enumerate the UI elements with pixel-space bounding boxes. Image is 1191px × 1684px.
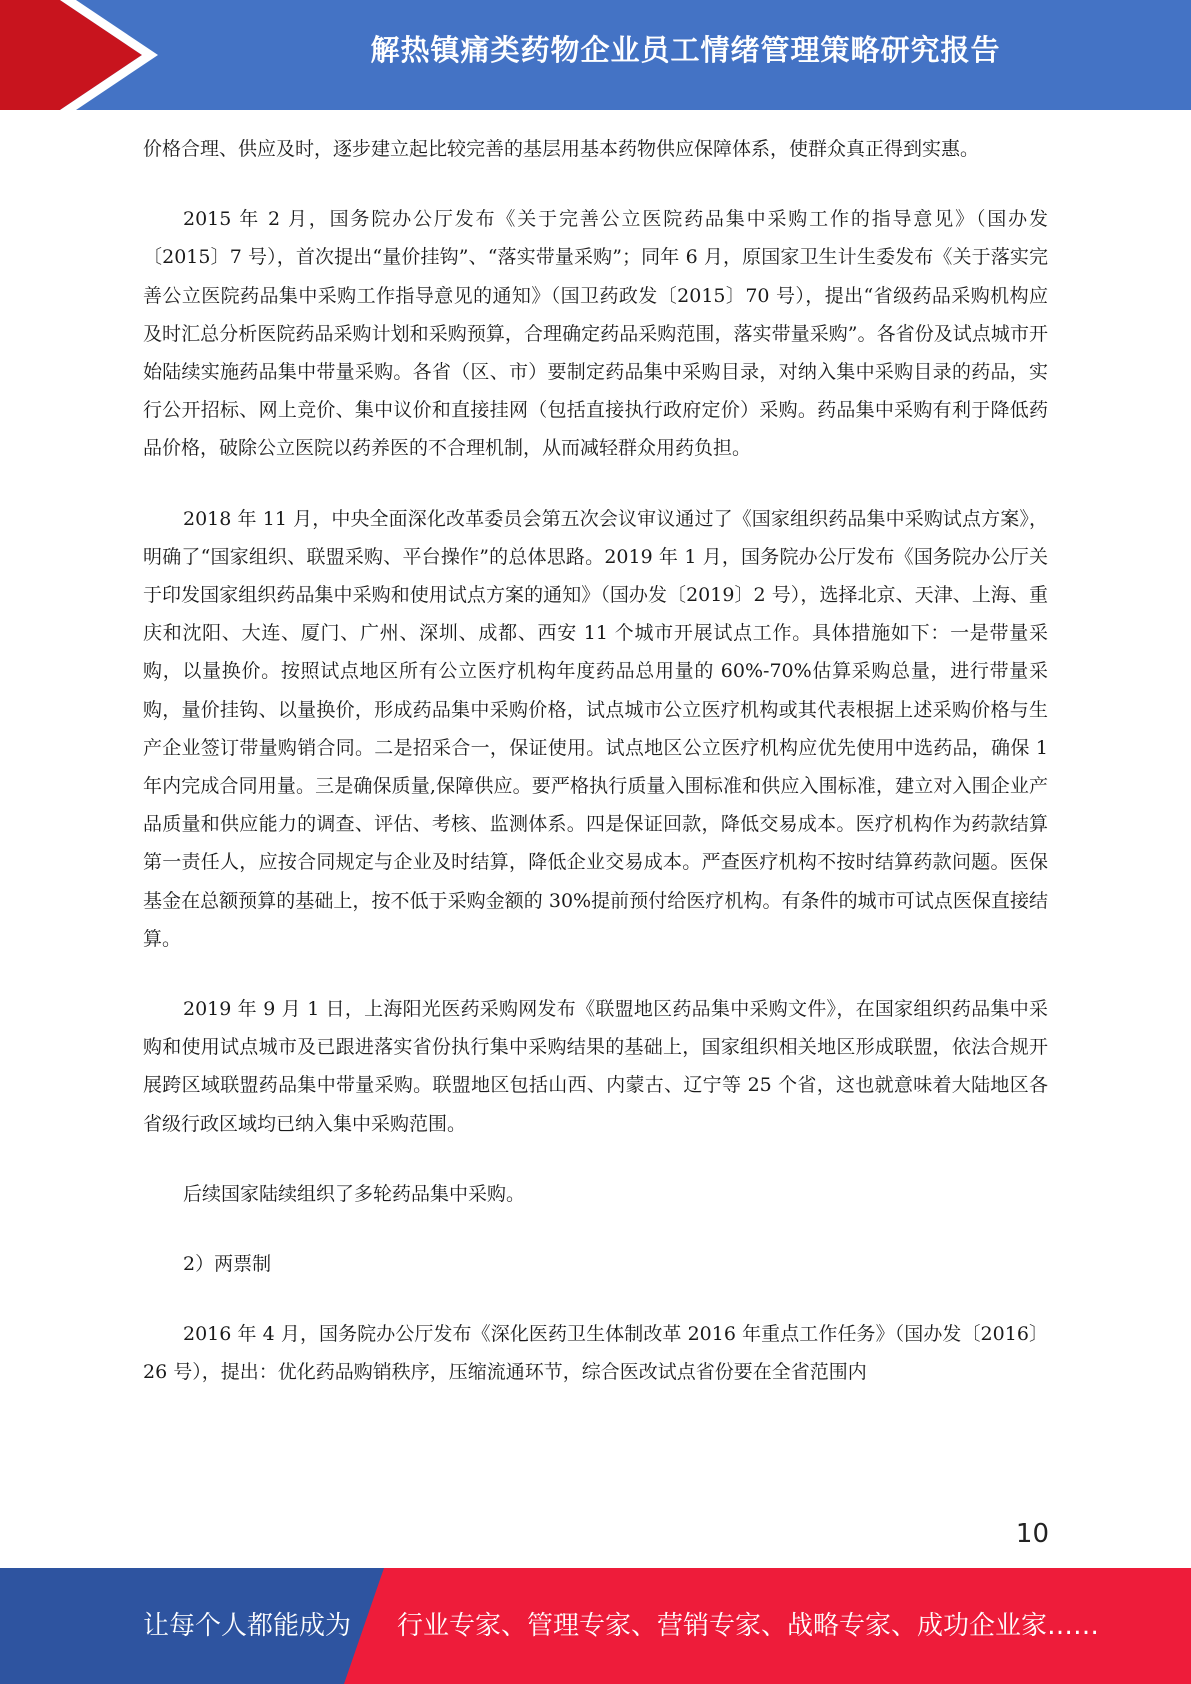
page-header (0, 0, 1191, 110)
header-red-chevron (0, 0, 142, 110)
footer-slogan-right: 行业专家、管理专家、营销专家、战略专家、成功企业家…… (397, 1611, 1100, 1641)
paragraph-5: 后续国家陆续组织了多轮药品集中采购。 (183, 1182, 526, 1205)
page-number: 10 (1015, 1519, 1049, 1549)
page-footer (0, 1568, 1191, 1684)
footer-slogan-left: 让每个人都能成为 (143, 1611, 352, 1641)
paragraph-7: 2016 年 4 月，国务院办公厅发布《深化医药卫生体制改革 2016 年重点工作任务》（国办发〔2016〕26 号），提出：优化药品购销秩序，压缩流通环节，综合医改试点省份要在全省范围内 (143, 1323, 1048, 1384)
paragraph-3: 2018 年 11 月，中央全面深化改革委员会第五次会议审议通过了《国家组织药品集中采购试点方案》，明确了“国家组织、联盟采购、平台操作”的总体思路。2019 年 1 月，国务院办公厅发布《国务院办公厅关于印发国家组织药品集中采购和使用试点方案的通知》（国办发〔2019〕2 号），选择北京、天津、上海、重庆和沈阳、大连、厦门、广州、深圳、成都、西安 11 个城市开展试点工作。具体措施如下：一是带量采购，以量换价。按照试点地区所有公立医疗机构年度药品总用量的 60%-70%估算采购总量，进行带量采购，量价挂钩、以量换价，形成药品集中采购价格，试点城市公立医疗机构或其代表根据上述采购价格与生产企业签订带量购销合同。二是招采合一，保证使用。试点地区公立医疗机构应优先使用中选药品，确保 1 年内完成合同用量。三是确保质量,保障供应。要严格执行质量入围标准和供应入围标准，建立对入围企业产品质量和供应能力的调查、评估、考核、监测体系。四是保证回款，降低交易成本。医疗机构作为药款结算第一责任人，应按合同规定与企业及时结算，降低企业交易成本。严查医疗机构不按时结算药款问题。医保基金在总额预算的基础上，按不低于采购金额的 30%提前预付给医疗机构。有条件的城市可试点医保直接结算。 (143, 507, 1048, 950)
report-title: 解热镇痛类药物企业员工情绪管理策略研究报告 (370, 33, 1001, 67)
paragraph-2: 2015 年 2 月，国务院办公厅发布《关于完善公立医院药品集中采购工作的指导意见》（国办发〔2015〕7 号），首次提出“量价挂钩”、“落实带量采购”；同年 6 月，原国家卫生计生委发布《关于落实完善公立医院药品集中采购工作指导意见的通知》（国卫药政发〔2015〕70 号），提出“省级药品采购机构应及时汇总分析医院药品采购计划和采购预算，合理确定药品采购范围，落实带量采购”。各省份及试点城市开始陆续实施药品集中带量采购。各省（区、市）要制定药品集中采购目录，对纳入集中采购目录的药品，实行公开招标、网上竞价、集中议价和直接挂网（包括直接执行政府定价）采购。药品集中采购有利于降低药品价格，破除公立医院以药养医的不合理机制，从而减轻群众用药负担。 (143, 208, 1048, 460)
section-heading-two-invoice: 2）两票制 (183, 1253, 272, 1276)
document-body (143, 130, 1048, 1424)
paragraph-1: 价格合理、供应及时，逐步建立起比较完善的基层用基本药物供应保障体系，使群众真正得到实惠。 (143, 138, 980, 160)
paragraph-4: 2019 年 9 月 1 日，上海阳光医药采购网发布《联盟地区药品集中采购文件》，在国家组织药品集中采购和使用试点城市及已跟进落实省份执行集中采购结果的基础上，国家组织相关地区形成联盟，依法合规开展跨区域联盟药品集中带量采购。联盟地区包括山西、内蒙古、辽宁等 25 个省，这也就意味着大陆地区各省级行政区域均已纳入集中采购范围。 (143, 998, 1048, 1135)
